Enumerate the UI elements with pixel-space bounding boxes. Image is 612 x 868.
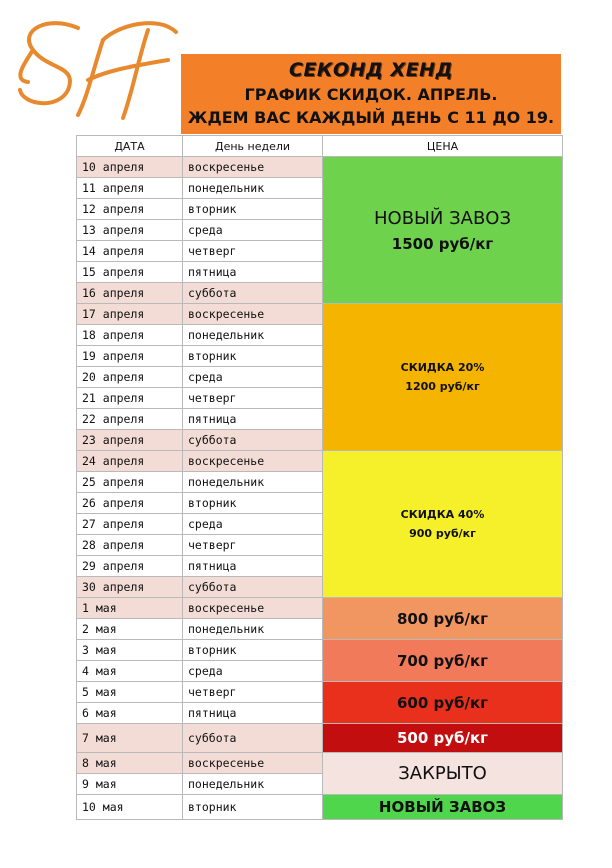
date-cell: 14 апреля: [77, 241, 183, 262]
price-cell: [323, 724, 563, 753]
date-cell: 18 апреля: [77, 325, 183, 346]
date-cell: 15 апреля: [77, 262, 183, 283]
weekday-cell: среда: [183, 661, 323, 682]
date-cell: 5 мая: [77, 682, 183, 703]
table-row: [77, 640, 563, 661]
price-cell: [323, 304, 563, 451]
weekday-cell: вторник: [183, 795, 323, 820]
weekday-cell: понедельник: [183, 619, 323, 640]
weekday-cell: воскресенье: [183, 753, 323, 774]
date-cell: 22 апреля: [77, 409, 183, 430]
weekday-cell: суббота: [183, 724, 323, 753]
table-row: [77, 157, 563, 178]
weekday-cell: воскресенье: [183, 157, 323, 178]
weekday-cell: суббота: [183, 283, 323, 304]
price-label: ЗАКРЫТО: [398, 763, 487, 784]
date-cell: 7 мая: [77, 724, 183, 753]
weekday-cell: пятница: [183, 556, 323, 577]
date-cell: 10 мая: [77, 795, 183, 820]
price-cell: [323, 640, 563, 682]
weekday-cell: понедельник: [183, 774, 323, 795]
weekday-cell: понедельник: [183, 178, 323, 199]
table-row: [77, 682, 563, 703]
sh-logo: [8, 10, 183, 130]
column-header-price: ЦЕНА: [323, 136, 563, 157]
price-label: 600 руб/кг: [396, 693, 489, 712]
price-label: СКИДКА 40%: [400, 508, 485, 521]
date-cell: 24 апреля: [77, 451, 183, 472]
weekday-cell: вторник: [183, 199, 323, 220]
weekday-cell: среда: [183, 220, 323, 241]
date-cell: 13 апреля: [77, 220, 183, 241]
weekday-cell: воскресенье: [183, 451, 323, 472]
price-cell: [323, 598, 563, 640]
price-cell: [323, 682, 563, 724]
table-row: [77, 598, 563, 619]
price-label: 800 руб/кг: [396, 609, 489, 628]
weekday-cell: пятница: [183, 262, 323, 283]
price-value: 1200 руб/кг: [405, 380, 480, 393]
date-cell: 1 мая: [77, 598, 183, 619]
date-cell: 8 мая: [77, 753, 183, 774]
table-row: [77, 304, 563, 325]
price-cell: [323, 753, 563, 795]
date-cell: 26 апреля: [77, 493, 183, 514]
date-cell: 29 апреля: [77, 556, 183, 577]
date-cell: 10 апреля: [77, 157, 183, 178]
weekday-cell: вторник: [183, 493, 323, 514]
header-banner: [181, 54, 561, 134]
date-cell: 19 апреля: [77, 346, 183, 367]
schedule-title: ГРАФИК СКИДОК. АПРЕЛЬ.: [244, 85, 498, 104]
date-cell: 17 апреля: [77, 304, 183, 325]
price-value: 1500 руб/кг: [391, 234, 494, 253]
table-header-row: [77, 136, 563, 157]
date-cell: 20 апреля: [77, 367, 183, 388]
weekday-cell: воскресенье: [183, 598, 323, 619]
price-label: НОВЫЙ ЗАВОЗ: [378, 798, 507, 816]
weekday-cell: вторник: [183, 640, 323, 661]
date-cell: 3 мая: [77, 640, 183, 661]
date-cell: 2 мая: [77, 619, 183, 640]
price-cell: [323, 157, 563, 304]
column-header-weekday: День недели: [183, 136, 323, 157]
price-label: 700 руб/кг: [396, 651, 489, 670]
weekday-cell: воскресенье: [183, 304, 323, 325]
weekday-cell: понедельник: [183, 472, 323, 493]
table-row: [77, 724, 563, 753]
weekday-cell: четверг: [183, 241, 323, 262]
date-cell: 16 апреля: [77, 283, 183, 304]
weekday-cell: четверг: [183, 682, 323, 703]
date-cell: 23 апреля: [77, 430, 183, 451]
weekday-cell: четверг: [183, 535, 323, 556]
date-cell: 25 апреля: [77, 472, 183, 493]
price-label: СКИДКА 20%: [400, 361, 485, 374]
weekday-cell: среда: [183, 367, 323, 388]
weekday-cell: среда: [183, 514, 323, 535]
price-cell: [323, 451, 563, 598]
weekday-cell: суббота: [183, 577, 323, 598]
table-row: [77, 795, 563, 820]
price-cell: [323, 795, 563, 820]
date-cell: 9 мая: [77, 774, 183, 795]
date-cell: 30 апреля: [77, 577, 183, 598]
date-cell: 21 апреля: [77, 388, 183, 409]
price-label: НОВЫЙ ЗАВОЗ: [373, 207, 512, 229]
date-cell: 6 мая: [77, 703, 183, 724]
weekday-cell: пятница: [183, 703, 323, 724]
table-row: [77, 753, 563, 774]
price-label: 500 руб/кг: [396, 729, 489, 747]
column-header-date: ДАТА: [77, 136, 183, 157]
date-cell: 12 апреля: [77, 199, 183, 220]
date-cell: 27 апреля: [77, 514, 183, 535]
hours-note: ЖДЕМ ВАС КАЖДЫЙ ДЕНЬ С 11 ДО 19.: [187, 108, 555, 127]
weekday-cell: понедельник: [183, 325, 323, 346]
discount-schedule-table: [76, 135, 563, 820]
table-row: [77, 451, 563, 472]
date-cell: 28 апреля: [77, 535, 183, 556]
weekday-cell: четверг: [183, 388, 323, 409]
weekday-cell: суббота: [183, 430, 323, 451]
date-cell: 11 апреля: [77, 178, 183, 199]
price-value: 900 руб/кг: [409, 527, 476, 540]
date-cell: 4 мая: [77, 661, 183, 682]
weekday-cell: пятница: [183, 409, 323, 430]
weekday-cell: вторник: [183, 346, 323, 367]
brand-title: СЕКОНД ХЕНД: [289, 59, 453, 81]
